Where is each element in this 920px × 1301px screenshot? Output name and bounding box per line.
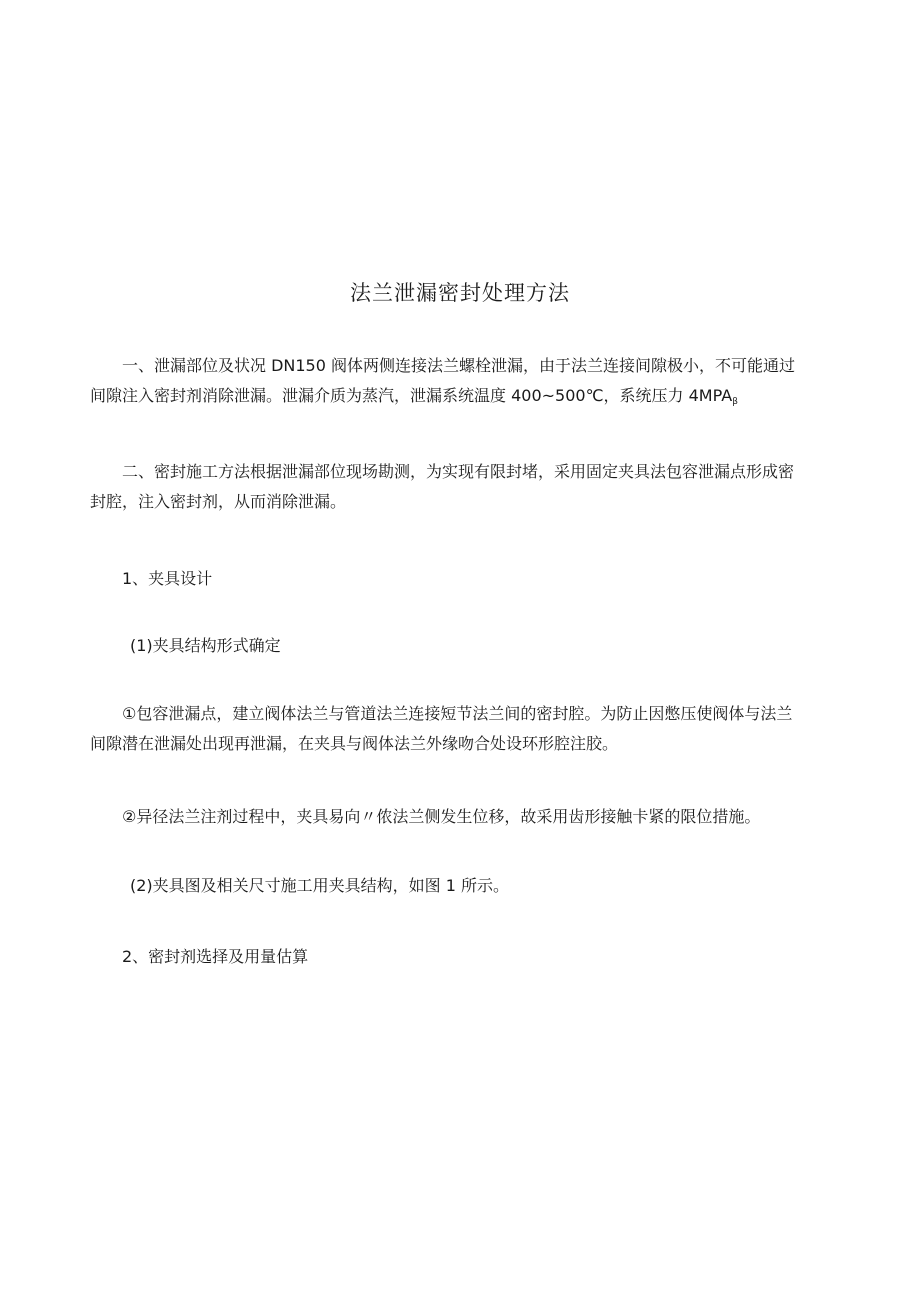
- item-2-text: 2、密封剂选择及用量估算: [122, 947, 309, 966]
- section-1-line-2-subscript: β: [732, 397, 738, 407]
- item-2-heading: [90, 942, 834, 972]
- point-2-text: ②异径法兰注剂过程中，夹具易向〃侬法兰侧发生位移，故采用齿形接触卡紧的限位措施。: [122, 807, 761, 826]
- point-1-paragraph: [90, 699, 834, 759]
- point-1-line-1: ①包容泄漏点，建立阀体法兰与管道法兰连接短节法兰间的密封腔。为防止因憋压使阀体与法兰: [122, 704, 793, 723]
- item-1-2-text: (2)夹具图及相关尺寸施工用夹具结构，如图 1 所示。: [130, 876, 510, 895]
- point-1-line-2: 间隙潜在泄漏处出现再泄漏，在夹具与阀体法兰外缘吻合处设环形腔注胶。: [90, 734, 619, 753]
- section-1-line-2: [90, 381, 834, 417]
- point-2-paragraph: [90, 802, 834, 832]
- item-1-text: 1、夹具设计: [122, 569, 213, 588]
- section-1-line-1: 一、泄漏部位及状况 DN150 阀体两侧连接法兰螺栓泄漏，由于法兰连接间隙极小，不可能通过: [122, 356, 796, 375]
- item-1-heading: [90, 564, 834, 594]
- item-1-1-text: (1)夹具结构形式确定: [130, 636, 281, 655]
- item-1-1-heading: [90, 631, 834, 661]
- section-2-line-2: 封腔，注入密封剂，从而消除泄漏。: [90, 492, 347, 511]
- section-2-paragraph: [90, 457, 834, 517]
- section-2-line-1: 二、密封施工方法根据泄漏部位现场勘测，为实现有限封堵，采用固定夹具法包容泄漏点形成密: [122, 462, 795, 481]
- section-1-line-2-text: 间隙注入密封剂消除泄漏。泄漏介质为蒸汽，泄漏系统温度 400~500℃，系统压力 4MPA: [90, 386, 733, 405]
- item-1-2-heading: [90, 871, 834, 901]
- section-1-paragraph: [90, 351, 834, 417]
- document-title: 法兰泄漏密封处理方法: [350, 281, 570, 305]
